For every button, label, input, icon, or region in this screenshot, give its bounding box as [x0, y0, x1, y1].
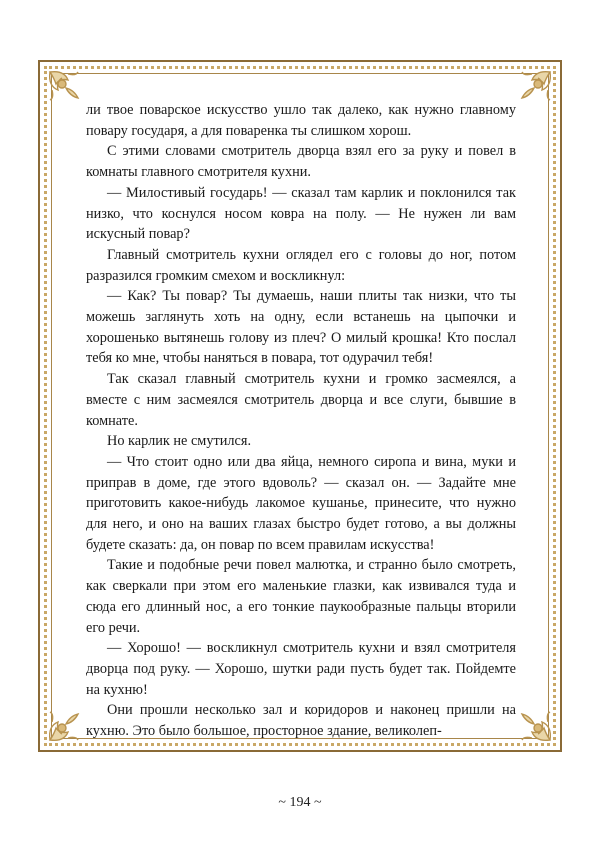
paragraph: — Хорошо! — воскликнул смотритель кухни и взял смотрителя дворца под руку. — Хорошо, шутки ради пусть будет так. Пойдемте на кухню! [86, 640, 516, 698]
paragraph: Так сказал главный смотритель кухни и громко засмеялся, а вместе с ним засмеялся смотритель дворца и все слуги, бывшие в комнате. [86, 371, 516, 429]
corner-ornament-icon [46, 708, 82, 744]
paragraph: С этими словами смотритель дворца взял его за руку и повел в комнаты главного смотрителя кухни. [86, 143, 516, 181]
paragraph: Главный смотритель кухни оглядел его с головы до ног, потом разразился громким смехом и воскликнул: [86, 246, 516, 284]
paragraph: — Милостивый государь! — сказал там карлик и поклонился так низко, что коснулся носом ковра на полу. — Не нужен ли вам искусный повар? [86, 184, 516, 243]
page-body-text [86, 100, 516, 742]
page-number: ~ 194 ~ [278, 795, 322, 810]
paragraph: Они прошли несколько зал и коридоров и наконец пришли на кухню. Это было большое, просторное здание, великолеп- [86, 702, 516, 740]
corner-ornament-icon [518, 708, 554, 744]
corner-ornament-icon [46, 68, 82, 104]
paragraph: — Как? Ты повар? Ты думаешь, наши плиты так низки, что ты можешь заглянуть хоть на одну, если встанешь на цыпочки и хорошенько вытянешь голову из плеч? О милый крошка! Кто послал тебя ко мне, чтобы наняться в повара, тот одурачил тебя! [86, 288, 516, 367]
paragraph: Но карлик не смутился. [107, 433, 252, 450]
paragraph: ли твое поварское искусство ушло так далеко, как нужно главному повару государя, а для поваренка ты слишком хорош. [86, 102, 516, 139]
paragraph: — Что стоит одно или два яйца, немного сиропа и вина, муки и приправ в доме, где этого вдоволь? — сказал он. — Задайте мне приготовить какое-нибудь лакомое кушанье, принесите, что нужно для него, и оно на ваших глазах быстро будет готово, а вы должны будете сказать: да, он повар по всем правилам искусства! [86, 453, 516, 553]
corner-ornament-icon [518, 68, 554, 104]
paragraph: Такие и подобные речи повел малютка, и странно было смотреть, как сверкали при этом его маленькие глазки, как извивался туда и сюда его длинный нос, а его тонкие паукообразные пальцы вторили его речи. [86, 557, 516, 636]
